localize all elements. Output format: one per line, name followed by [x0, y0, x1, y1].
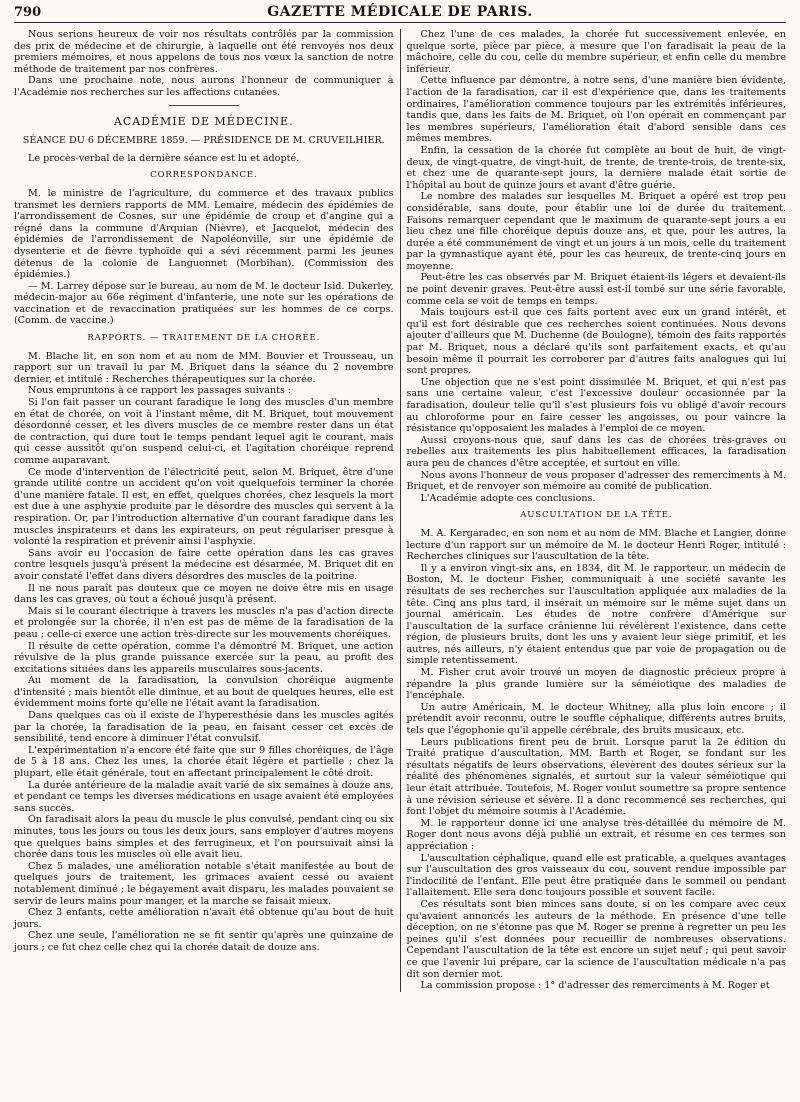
paragraph: La durée antérieure de la maladie avait varié de six semaines à douze ans, et pendant ce temps les diverses médications en usage avaient été employées sans succès. — [14, 779, 394, 814]
paragraph: — M. Larrey dépose sur le bureau, au nom de M. le docteur Isid. Dukerley, médecin-major au 66e régiment d'infanterie, une note sur les opérations de vaccination et de revaccination pratiquées sur les hommes de ce corps. (Comm. de vaccine.) — [14, 280, 394, 327]
left-column — [14, 29, 400, 992]
right-column — [400, 29, 787, 992]
page-number: 790 — [14, 5, 42, 20]
paragraph: M. le rapporteur donne ici une analyse très-détaillée du mémoire de M. Roger dont nous avons déjà publié un extrait, et résume en ces termes son appréciation : — [406, 817, 786, 852]
paragraph: Mais si le courant électrique à travers les muscles n'a pas d'action directe et prolongée sur la chorée, il n'en est pas de même de la faradisation de la peau ; celle-ci exerce une action très-directe sur les mouvements choréiques. — [14, 605, 394, 640]
paragraph: M. le ministre de l'agriculture, du commerce et des travaux publics transmet les derniers rapports de MM. Lemaire, médecin des épidémies de l'arrondissement de Cosnes, sur une épidémie de croup et d'angine qui a régné dans la commune d'Arquian (Nièvre), et Jacquelot, médecin des épidémies de l'arrondissement de Napoléonville, sur une épidémie de dysenterie et de fièvre typhoïde qui a sévi récemment parmi les jeunes détenus de la colonie de Languonnet (Morbihan). (Commission des épidémies.) — [14, 187, 394, 281]
paragraph: M. Fisher crut avoir trouvé un moyen de diagnostic précieux propre à répandre la plus grande lumière sur la séméiotique des maladies de l'encéphale. — [406, 667, 786, 702]
paragraph: Enfin, la cessation de la chorée fut complète au bout de huit, de vingt-deux, de vingt-quatre, de vingt-huit, de trente, de trente-trois, de trente-six, et chez une de quarante-sept jours, la dernière malade était sortie de l'hôpital au bout de quinze jours et avant d'être guérie. — [406, 144, 786, 191]
paragraph: Aussi croyons-nous que, sauf dans les cas de chorées très-graves ou rebelles aux traitements les plus habituellement efficaces, la faradisation aura peu de chances d'être acceptée, et surtout en ville. — [406, 434, 786, 469]
article-columns — [14, 29, 786, 992]
paragraph: Ces résultats sont bien minces sans doute, si on les compare avec ceux qu'avaient annoncés les auteurs de la méthode. En présence d'une telle déception, on ne s'étonne pas que M. Roger se prenne à regretter un peu les peines qu'il s'est données pour recueillir de nombreuses observations. Cependant l'auscultation de la tête est encore un sujet neuf ; qui peut savoir ce que l'avenir lui prépare, car la science de l'auscultation médicale n'a pas dit son dernier mot. — [406, 898, 786, 980]
seance-line: SÉANCE DU 6 DÉCEMBRE 1859. — PRÉSIDENCE DE M. CRUVEILHIER. — [22, 135, 385, 147]
rapports-heading: RAPPORTS. — TRAITEMENT DE LA CHORÉE. — [87, 333, 321, 344]
paragraph: Chez l'une de ces malades, la chorée fut successivement enlevée, en quelque sorte, pièce par pièce, à mesure que l'on faradisait la peau de la mâchoire, celle du cou, celle du membre supérieur, et enfin celle du membre inférieur. — [406, 29, 786, 75]
paragraph: Nous empruntons à ce rapport les passages suivants : — [28, 385, 292, 397]
auscultation-heading: AUSCULTATION DE LA TÊTE. — [520, 510, 673, 521]
correspondance-heading: CORRESPONDANCE. — [150, 170, 258, 181]
page-header — [14, 4, 786, 23]
paragraph: Sans avoir eu l'occasion de faire cette opération dans les cas graves contre lesquels jusqu'à présent la médecine est désarmée, M. Briquet dit en avoir constaté l'effet dans divers désordres des muscles de la poitrine. — [14, 547, 394, 582]
paragraph: Dans quelques cas où il existe de l'hyperesthésie dans les muscles agités par la chorée, la faradisation de la peau, en faisant cesser cet excès de sensibilité, tend encore à diminuer l'état convulsif. — [14, 710, 394, 745]
paragraph: Une objection que ne s'est point dissimulée M. Briquet, et qui n'est pas sans une certaine valeur, c'est l'excessive douleur occasionnée par la faradisation, douleur telle qu'il s'est plusieurs fois vu obligé d'avoir recours au chloroforme pour en faire cesser les angoisses, ou pour vaincre la résistance qu'opposaient les malades à l'emploi de ce moyen. — [406, 376, 786, 435]
paragraph: Mais toujours est-il que ces faits portent avec eux un grand intérêt, et qu'il est fort désirable que ces recherches soient continuées. Nous devons ajouter d'ailleurs que M. Duchenne (de Boulogne), témoin des faits rapportés par M. Briquet, nous a déclaré qu'ils sont parfaitement exacts, et qu'au besoin même il pourrait les corroborer par d'autres faits analogues qui lui sont propres. — [406, 307, 786, 377]
paragraph: M. A. Kergaradec, en son nom et au nom de MM. Blache et Langier, donne lecture d'un rapport sur un mémoire de M. le docteur Henri Roger, intitulé : Recherches cliniques sur l'auscultation de la tête. — [406, 527, 786, 563]
paragraph: Dans une prochaine note, nous aurons l'honneur de communiquer à l'Académie nos recherches sur les affections cutanées. — [14, 75, 394, 98]
paragraph: Chez 3 enfants, cette amélioration n'avait été obtenue qu'au bout de huit jours. — [14, 907, 394, 930]
paragraph: On faradisait alors la peau du muscle le plus convulsé, pendant cinq ou six minutes, tous les jours ou tous les deux jours, sans employer d'autres moyens que quelques bains simples et des ferrugineux, et l'on poursuivait ainsi la chorée dans tous les muscles où elle avait lieu. — [14, 814, 394, 861]
paragraph: Le nombre des malades sur lesquelles M. Briquet a opéré est trop peu considérable, sans doute, pour établir une loi de durée du traitement. Faisons remarquer cependant que le maximum de quarante-sept jours a eu lieu chez une fille choréique depuis douze ans, et que, pour les autres, la durée a été communément de vingt et un jours à un mois, celle du traitement par la gymnastique ayant été, pour les cas heureux, de trente-cinq jours en moyenne. — [406, 191, 786, 272]
paragraph: Chez une seule, l'amélioration ne se fit sentir qu'après une quinzaine de jours ; ce fut chez celle chez qui la chorée datait de douze ans. — [14, 930, 394, 953]
paragraph: Il ne nous paraît pas douteux que ce moyen ne doive être mis en usage dans les cas graves, où tout a échoué jusqu'à présent. — [14, 582, 394, 606]
paragraph: Cette influence par démontre, à notre sens, d'une manière bien évidente, l'action de la faradisation, car il est d'expérience que, dans les traitements ordinaires, l'amélioration commence toujours par les extrémités inférieures, tandis que, dans les faits de M. Briquet, où l'on opérait en commençant par les membres supérieurs, l'amélioration était d'abord sensible dans ces mêmes membres. — [406, 75, 786, 145]
paragraph: Peut-être les cas observés par M. Briquet étaient-ils légers et devaient-ils ne point devenir graves. Peut-être aussi est-il tombé sur une série favorable, comme cela se voit de temps en temps. — [406, 272, 786, 307]
paragraph: M. Blache lit, en son nom et au nom de MM. Bouvier et Trousseau, un rapport sur un travail lu par M. Briquet dans la séance du 2 novembre dernier, et intitulé : Recherches thérapeutiques sur la chorée. — [14, 350, 394, 385]
journal-title: GAZETTE MÉDICALE DE PARIS. — [267, 4, 533, 20]
paragraph: Leurs publications firent peu de bruit. Lorsque parut la 2e édition du Traité pratique d'auscultation, MM. Barth et Roger, se fondant sur les résultats négatifs de leurs observations, élevèrent des doutes sérieux sur la réalité des phénomènes signalés, et surtout sur la valeur séméiotique qui leur était attribuée. Toutefois, M. Roger voulut soumettre sa propre sentence à une révision sérieuse et sévère. Il a donc recommencé ses recherches, qui font l'objet du mémoire soumis à l'Académie. — [406, 736, 786, 818]
paragraph: Nous serions heureux de voir nos résultats contrôlés par la commission des prix de médecine et de chirurgie, à laquelle ont été renvoyés nos deux premiers mémoires, et nous appelons de tous nos vœux la sanction de notre méthode de traitement par nos confrères. — [14, 29, 394, 75]
section-rule — [169, 105, 239, 106]
paragraph: L'expérimentation n'a encore été faite que sur 9 filles choréiques, de l'âge de 5 à 18 ans. Chez les unes, la chorée était légère et partielle ; chez la plupart, elle était générale, tout en affectant principalement le côté droit. — [14, 744, 394, 780]
paragraph: L'Académie adopte ces conclusions. — [420, 492, 596, 504]
paragraph: Au moment de la faradisation, la convulsion choréique augmente d'intensité ; mais bientôt elle diminue, et au bout de quelques heures, elle est évidemment moins forte qu'elle ne l'était avant la faradisation. — [14, 675, 394, 710]
paragraph: La commission propose : 1° d'adresser des remerciments à M. Roger et — [420, 980, 770, 992]
paragraph: Chez 5 malades, une amélioration notable s'était manifestée au bout de quelques jours de traitement, les grimaces avaient cessé ou avaient notablement diminué ; le bégayement avait disparu, les malades pouvaient se servir de leurs mains pour manger, et la marche se faisait mieux. — [14, 860, 394, 907]
paragraph: Il résulte de cette opération, comme l'a démontré M. Briquet, une action révulsive de la plus grande puissance exercée sur la peau, au profit des excitations situées dans les appareils musculaires sous-jacents. — [14, 640, 394, 675]
paragraph: L'auscultation céphalique, quand elle est praticable, a quelques avantages sur l'auscultation des gros vaisseaux du cou, souvent rendue impossible par l'indocilité de l'enfant. Elle peut être pratiquée dans le sommeil ou pendant l'allaitement. Elle sera donc toujours possible et souvent facile. — [406, 852, 786, 899]
paragraph: Il y a environ vingt-six ans, en 1834, dit M. le rapporteur, un médecin de Boston, M. le docteur Fisher, communiquait à une société savante les résultats de ses recherches sur l'auscultation appliquée aux maladies de la tête. Cinq ans plus tard, il insérait un mémoire sur le même sujet dans un journal américain. Les études de notre confrère d'Amérique sur l'auscultation de la surface crânienne lui révélèrent l'existence, dans cette région, de plusieurs bruits, dont les uns y avaient leur siège primitif, et les autres, nés ailleurs, n'y étaient entendus que par voie de propagation ou de simple retentissement. — [406, 562, 786, 667]
academy-heading: ACADÉMIE DE MÉDECINE. — [113, 114, 294, 128]
paragraph: Nous avons l'honneur de vous proposer d'adresser des remerciments à M. Briquet, et de renvoyer son mémoire au comité de publication. — [406, 469, 786, 493]
paragraph: Le procès-verbal de la dernière séance est lu et adopté. — [28, 152, 300, 164]
paragraph: Un autre Américain, M. le docteur Whitney, alla plus loin encore ; il prétendit avoir reconnu, outre le souffle céphalique, différents autres bruits, tels que l'égophonie qu'il appelle cérébrale, des bruits musicaux, etc. — [406, 701, 786, 737]
paragraph: Si l'on fait passer un courant faradique le long des muscles d'un membre en état de chorée, on voit à l'instant même, dit M. Briquet, tout mouvement désordonné cesser, et les divers muscles de ce membre rester dans un état de contraction, qui dure tout le temps pendant lequel agit le courant, mais qui cesse aussitôt qu'on suspend celui-ci, et l'agitation choréique reprend comme auparavant. — [14, 397, 394, 466]
paragraph: Ce mode d'intervention de l'électricité peut, selon M. Briquet, être d'une grande utilité contre un accident qu'on voit quelquefois terminer la chorée d'une manière fatale. Il est, en effet, quelques chorées, chez lesquels la mort est due à une asphyxie produite par le désordre des muscles qui servent à la respiration. Or, par l'introduction alternative d'un courant faradique dans les muscles inspirateurs et dans les expirateurs, on peut régulariser presque à volonté la respiration et prévenir ainsi l'asphyxie. — [14, 466, 394, 548]
